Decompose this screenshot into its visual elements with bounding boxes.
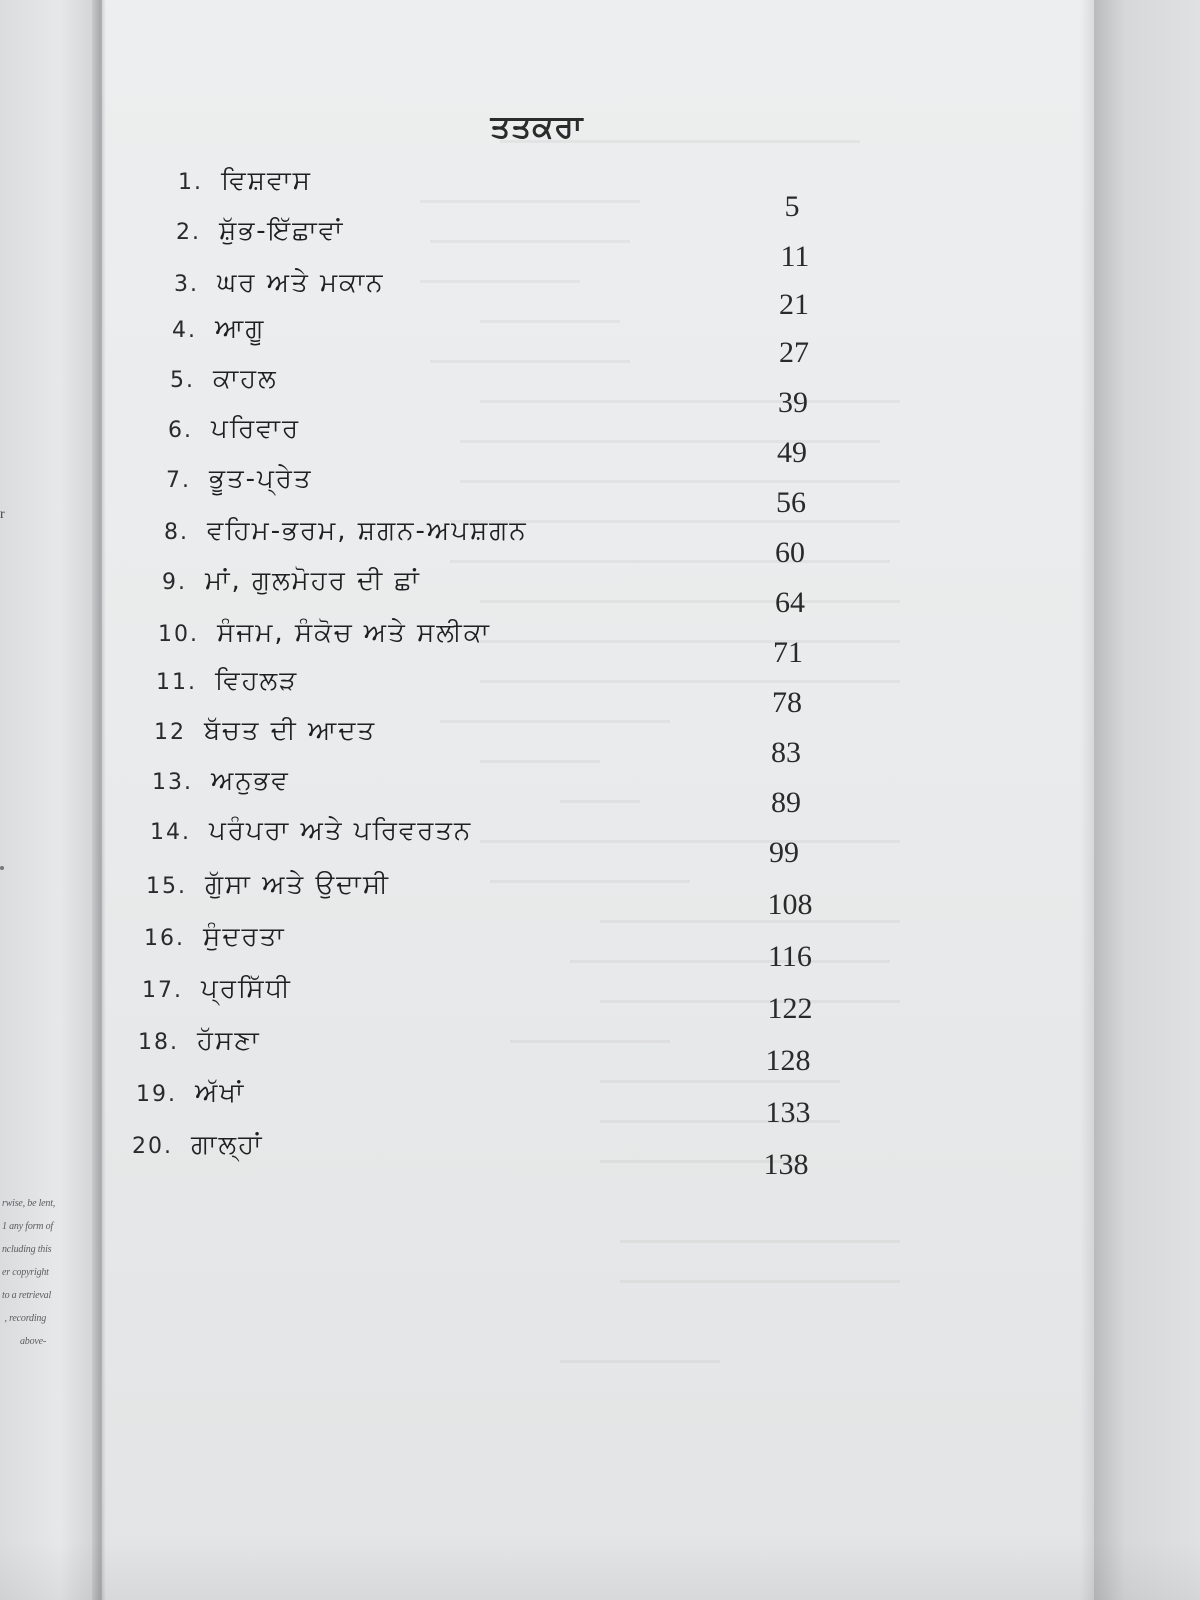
facing-page-line: rwise, be lent, [2, 1198, 56, 1209]
toc-entry-page: 49 [777, 436, 807, 469]
toc-entry-page: 71 [773, 636, 803, 669]
show-through-line [620, 1280, 900, 1283]
show-through-line [620, 1240, 900, 1243]
show-through-line [440, 720, 670, 723]
toc-entry-title [170, 364, 278, 395]
toc-entry-page: 99 [769, 836, 799, 869]
show-through-line [420, 280, 580, 283]
toc-entry-page: 78 [772, 686, 802, 719]
toc-entry-title [146, 870, 390, 901]
toc-entry-title [138, 1026, 261, 1057]
toc-entry-page: 89 [771, 786, 801, 819]
toc-entry-number: 16. [144, 926, 185, 951]
show-through-line [480, 600, 900, 603]
toc-entry-number: 8. [164, 520, 189, 545]
toc-entry-title [152, 766, 290, 797]
background-surface [1094, 0, 1200, 1600]
show-through-line [510, 1040, 670, 1043]
toc-entry-label: ਅੱਖਾਂ [195, 1078, 246, 1108]
toc-entry-title [150, 816, 472, 847]
facing-page [0, 0, 100, 1600]
toc-entry-number: 1. [178, 170, 203, 195]
show-through-line [460, 480, 900, 483]
show-through-line [480, 840, 900, 843]
toc-entry-label: ਪ੍ਰਸਿੱਧੀ [201, 974, 292, 1004]
toc-entry-number: 4. [172, 318, 197, 343]
show-through-line [480, 320, 620, 323]
facing-page-line: to a retrieval [2, 1290, 52, 1301]
toc-entry-title [144, 922, 286, 953]
show-through-line [490, 880, 690, 883]
toc-entry-number: 9. [162, 570, 187, 595]
show-through-line [480, 760, 600, 763]
toc-entry-label: ਵਿਹਲੜ [215, 666, 299, 696]
toc-entry-label: ਕਾਹਲ [213, 364, 278, 394]
facing-page-line: above- [19, 1336, 46, 1347]
toc-entry-number: 20. [132, 1134, 173, 1159]
facing-page-dot [0, 866, 4, 870]
show-through-line [600, 1080, 840, 1083]
toc-entry-title [158, 618, 491, 649]
facing-page-line: ncluding this [2, 1244, 52, 1255]
toc-entry-page: 133 [765, 1096, 811, 1129]
toc-entry-label: ਸ਼ੁੱਭ-ਇੱਛਾਵਾਂ [219, 216, 345, 246]
show-through-line [480, 640, 900, 643]
toc-entry-label: ਵਿਸ਼ਵਾਸ [221, 166, 312, 196]
show-through-line [430, 240, 630, 243]
page-edge-shadow [1080, 0, 1094, 1600]
toc-entry-page: 138 [763, 1148, 809, 1181]
toc-entry-label: ਪਰਿਵਾਰ [211, 414, 301, 444]
facing-page-line: , recording [4, 1313, 46, 1324]
show-through-line [560, 800, 640, 803]
toc-entry-page: 64 [775, 586, 805, 619]
toc-entry-title [162, 566, 421, 597]
contents-title: ਤਤਕਰਾ [490, 108, 584, 145]
toc-entry-label: ਗੁੱਸਾ ਅਤੇ ਉਦਾਸੀ [205, 870, 390, 900]
toc-entry-page: 11 [780, 240, 810, 273]
toc-entry-number: 14. [150, 820, 191, 845]
toc-entry-title [178, 166, 312, 197]
toc-entry-title [154, 716, 376, 747]
show-through-line [570, 960, 890, 963]
toc-entry-title [168, 414, 300, 445]
toc-entry-number: 12 [154, 720, 186, 745]
facing-page-text [2, 1192, 56, 1353]
toc-entry-label: ਮਾਂ, ਗੁਲਮੋਹਰ ਦੀ ਛਾਂ [205, 566, 421, 596]
show-through-line [420, 200, 640, 203]
show-through-line [480, 680, 900, 683]
toc-entry-page: 108 [767, 888, 813, 921]
toc-entry-label: ਗਾਲ੍ਹਾਂ [191, 1130, 264, 1160]
toc-entry-label: ਘਰ ਅਤੇ ਮਕਾਨ [217, 268, 385, 298]
toc-entry-number: 6. [168, 418, 193, 443]
toc-entry-page: 39 [778, 386, 808, 419]
toc-entry-label: ਅਨੁਭਵ [211, 766, 290, 796]
toc-entry-title [174, 268, 385, 299]
toc-entry-page: 5 [784, 190, 800, 223]
toc-entry-page: 122 [767, 992, 813, 1025]
toc-entry-page: 56 [776, 486, 806, 519]
toc-entry-label: ਭੂਤ-ਪ੍ਰੇਤ [209, 464, 313, 494]
toc-entry-page: 128 [765, 1044, 811, 1077]
facing-page-line: 1 any form of [2, 1221, 54, 1232]
toc-entry-number: 18. [138, 1030, 179, 1055]
toc-entry-label: ਵਹਿਮ-ਭਰਮ, ਸ਼ਗਨ-ਅਪਸ਼ਗਨ [207, 516, 528, 546]
toc-entry-page: 83 [771, 736, 801, 769]
toc-entry-label: ਸੰਜਮ, ਸੰਕੋਚ ਅਤੇ ਸਲੀਕਾ [217, 618, 491, 648]
toc-entry-page: 21 [779, 288, 809, 321]
toc-entry-number: 2. [176, 220, 201, 245]
toc-entry-title [132, 1130, 263, 1161]
spine-shadow [92, 0, 106, 1600]
toc-entry-number: 15. [146, 874, 187, 899]
toc-entry-page: 116 [768, 940, 812, 973]
toc-entry-title [164, 516, 528, 547]
toc-entry-title [166, 464, 313, 495]
show-through-line [430, 360, 630, 363]
show-through-line [480, 400, 900, 403]
toc-entry-number: 10. [158, 622, 199, 647]
toc-entry-label: ਹੱਸਣਾ [197, 1026, 261, 1056]
toc-entry-number: 7. [166, 468, 191, 493]
toc-entry-number: 13. [152, 770, 193, 795]
toc-entry-page: 27 [779, 336, 809, 369]
toc-entry-title [142, 974, 292, 1005]
toc-entry-number: 3. [174, 272, 199, 297]
toc-entry-number: 5. [170, 368, 195, 393]
toc-entry-page: 60 [775, 536, 805, 569]
toc-entry-label: ਬੱਚਤ ਦੀ ਆਦਤ [204, 716, 377, 746]
toc-entry-number: 19. [136, 1082, 177, 1107]
toc-entry-label: ਆਗੂ [215, 314, 266, 344]
toc-entry-label: ਪਰੰਪਰਾ ਅਤੇ ਪਰਿਵਰਤਨ [209, 816, 473, 846]
toc-entry-number: 11. [156, 670, 197, 695]
toc-entry-title [172, 314, 265, 345]
facing-page-mark: r [0, 507, 5, 522]
bottom-shadow [0, 1540, 1200, 1600]
toc-entry-number: 17. [142, 978, 183, 1003]
toc-entry-label: ਸੁੰਦਰਤਾ [203, 922, 286, 952]
facing-page-line: er copyright [2, 1267, 49, 1278]
show-through-line [560, 1360, 720, 1363]
toc-entry-title [156, 666, 298, 697]
toc-entry-title [176, 216, 344, 247]
toc-entry-title [136, 1078, 245, 1109]
